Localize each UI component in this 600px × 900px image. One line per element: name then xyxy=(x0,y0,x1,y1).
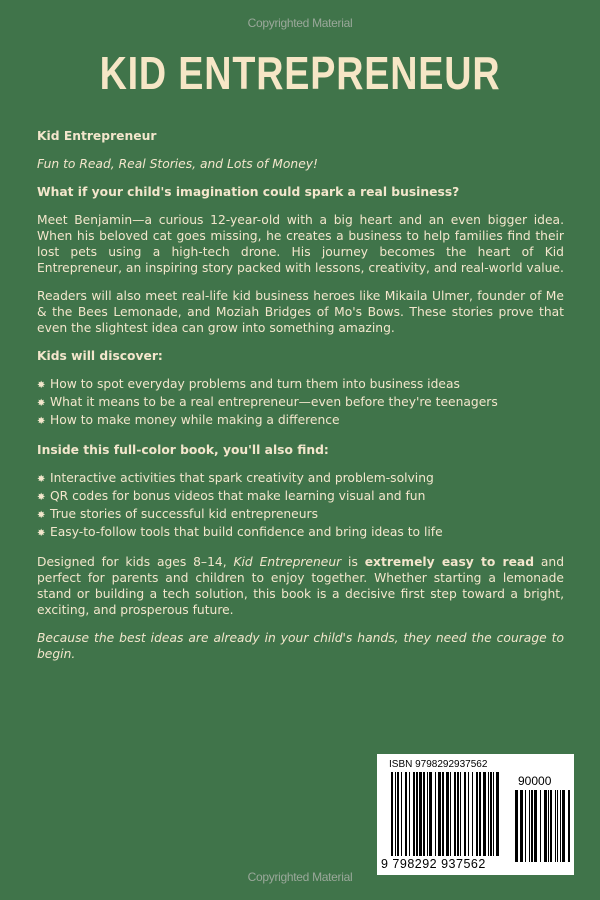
star-bullet-icon: ✸ xyxy=(37,492,46,503)
barcode-bar xyxy=(429,772,432,856)
barcode-bar xyxy=(540,790,541,862)
barcode-bar xyxy=(488,772,489,856)
barcode-bar xyxy=(391,772,393,856)
barcode-bar xyxy=(468,772,469,856)
discover-list xyxy=(37,376,564,430)
description-paragraph-3: Designed for kids ages 8–14, Kid Entrepreneur is extremely easy to read and perfect for parents and children to enjoy together. Whether starting a lemonade stand or building a tech solution, this book is a decisive first step toward a bright, exciting, and prosperous future. xyxy=(37,555,565,617)
description-paragraph-2: Readers will also meet real-life kid business heroes like Mikaila Ulmer, founder of Me & the Bees Lemonade, and Moziah Bridges of Mo's Bows. These stories prove that even the slightest idea can grow into something amazing. xyxy=(37,289,564,335)
star-bullet-icon: ✸ xyxy=(37,528,46,539)
barcode-bar xyxy=(446,772,449,856)
barcode-bars-addon xyxy=(515,790,571,862)
star-bullet-icon: ✸ xyxy=(37,380,46,391)
star-bullet-icon: ✸ xyxy=(37,398,46,409)
barcode-bar xyxy=(557,790,558,862)
barcode-bar xyxy=(423,772,425,856)
barcode-bar xyxy=(479,772,481,856)
barcode-bar xyxy=(438,772,441,856)
subtitle: Kid Entrepreneur xyxy=(37,129,157,143)
barcode-bar xyxy=(454,772,456,856)
inside-list xyxy=(37,470,564,542)
barcode-bar xyxy=(534,790,537,862)
barcode-bar xyxy=(442,772,444,856)
closing-line: Because the best ideas are already in your child's hands, they need the courage to begin. xyxy=(37,631,564,661)
barcode-bar xyxy=(525,790,526,862)
barcode-bar xyxy=(493,772,494,856)
barcode-bar xyxy=(405,772,407,856)
barcode-bar xyxy=(476,772,478,856)
barcode-bar xyxy=(544,790,547,862)
back-cover-text xyxy=(37,128,564,674)
barcode-bar xyxy=(490,772,492,856)
barcode-bar xyxy=(413,772,415,856)
description-paragraph-1: Meet Benjamin—a curious 12-year-old with a big heart and an even bigger idea. When his beloved cat goes missing, he creates a business to help families find their lost pets using a high-tech drone. His journey becomes the heart of Kid Entrepreneur, an inspiring story packed with lessons, creativity, and real-world value. xyxy=(37,213,564,275)
list-item: ✸ What it means to be a real entrepreneur—even before they're teenagers xyxy=(37,394,564,412)
barcode-bar xyxy=(550,790,552,862)
barcode-bar xyxy=(450,772,451,856)
barcode-bar xyxy=(496,772,499,856)
discover-heading: Kids will discover: xyxy=(37,349,163,363)
hook-question: What if your child's imagination could spark a real business? xyxy=(37,185,460,199)
isbn-label: ISBN 9798292937562 xyxy=(389,759,488,770)
barcode-bar xyxy=(472,772,473,856)
list-item: ✸ Interactive activities that spark creativity and problem-solving xyxy=(37,470,564,488)
barcode-bar xyxy=(562,790,565,862)
star-bullet-icon: ✸ xyxy=(37,474,46,485)
barcode-bar xyxy=(397,772,399,856)
barcode-bar xyxy=(401,772,402,856)
list-item: ✸ QR codes for bonus videos that make learning visual and fun xyxy=(37,488,564,506)
barcode-bar xyxy=(548,790,549,862)
tagline: Fun to Read, Real Stories, and Lots of Money! xyxy=(37,157,318,171)
barcode-bar xyxy=(529,790,530,862)
list-item: ✸ How to spot everyday problems and turn them into business ideas xyxy=(37,376,564,394)
price-code: 90000 xyxy=(518,774,552,788)
barcode-bars-main xyxy=(391,772,503,870)
barcode-bar xyxy=(419,772,422,856)
barcode-bar xyxy=(395,772,396,856)
barcode-bar xyxy=(460,772,461,856)
barcode-bar xyxy=(568,790,570,862)
copyright-watermark-bottom: Copyrighted Material xyxy=(247,870,353,884)
barcode-bar xyxy=(555,790,556,862)
barcode-bar xyxy=(520,790,523,862)
barcode-bar xyxy=(409,772,410,856)
barcode-bar xyxy=(464,772,466,856)
barcode-bar xyxy=(435,772,436,856)
barcode-bar xyxy=(531,790,533,862)
barcode-bar xyxy=(483,772,486,856)
isbn-barcode xyxy=(377,754,574,875)
inside-heading: Inside this full-color book, you'll also find: xyxy=(37,443,329,457)
barcode-bar xyxy=(457,772,459,856)
barcode-bar xyxy=(560,790,561,862)
list-item: ✸ True stories of successful kid entrepreneurs xyxy=(37,506,564,524)
star-bullet-icon: ✸ xyxy=(37,416,46,427)
copyright-watermark-top: Copyrighted Material xyxy=(247,16,353,30)
list-item: ✸ Easy-to-follow tools that build confidence and bring ideas to life xyxy=(37,524,564,542)
book-title: KID ENTREPRENEUR xyxy=(99,47,501,99)
barcode-digits: 9 798292 937562 xyxy=(381,857,486,871)
barcode-bar xyxy=(427,772,428,856)
list-item: ✸ How to make money while making a difference xyxy=(37,412,564,430)
barcode-bar xyxy=(515,790,518,862)
star-bullet-icon: ✸ xyxy=(37,510,46,521)
barcode-bar xyxy=(416,772,418,856)
